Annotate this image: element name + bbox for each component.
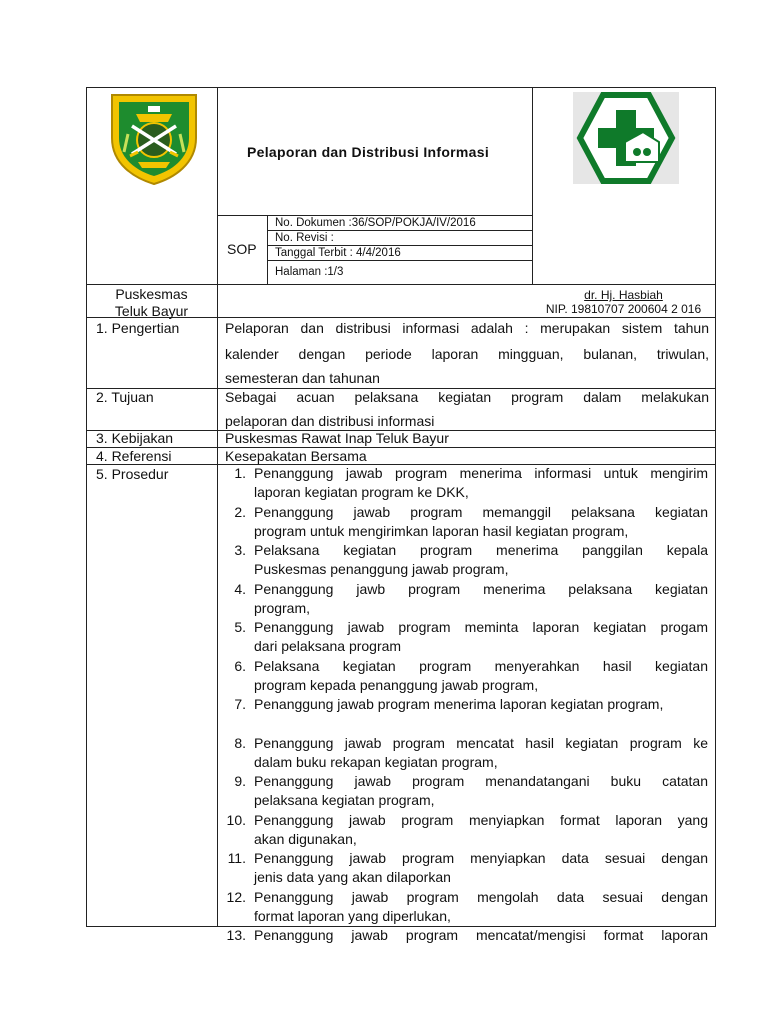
prosedur-step-text: Penanggung jawab program mencatat hasil kegiatan program ke (254, 735, 708, 751)
prosedur-step-number: 2. (234, 504, 246, 520)
prosedur-step-text: Penanggung jawab program menerima laporan kegiatan program, (254, 696, 664, 712)
prosedur-step-text: Penanggung jawab program mencatat/mengisi format laporan (254, 927, 708, 943)
prosedur-step-text: Penanggung jawab program menyiapkan format laporan yang (254, 812, 708, 828)
pengertian-line-3: semesteran dan tahunan (225, 370, 380, 386)
section-label-tujuan: 2. Tujuan (96, 389, 154, 405)
section-label-prosedur: 5. Prosedur (96, 466, 169, 482)
prosedur-step-text: Penanggung jawab program menandatangani buku catatan (254, 773, 708, 789)
doc-row-line-3 (267, 260, 532, 261)
signer-name: dr. Hj. Hasbiah (584, 288, 663, 302)
referensi-text: Kesepakatan Bersama (225, 448, 367, 464)
prosedur-step-text: Penanggung jawab program menyiapkan data sesuai dengan (254, 850, 708, 866)
prosedur-step-text: Penanggung jawab program mengolah data sesuai dengan (254, 889, 708, 905)
prosedur-step-text-continued: dalam buku rekapan kegiatan program, (254, 754, 498, 770)
puskesmas-logo (573, 92, 679, 184)
issue-date: Tanggal Terbit : 4/4/2016 (275, 247, 401, 259)
table-top-border (86, 87, 716, 88)
kebijakan-text: Puskesmas Rawat Inap Teluk Bayur (225, 430, 449, 446)
org-name-line-2: Teluk Bayur (114, 303, 189, 319)
prosedur-step-number: 1. (234, 465, 246, 481)
prosedur-step-number: 11. (227, 850, 246, 866)
prosedur-step-text-continued: akan digunakan, (254, 831, 357, 847)
doc-number: No. Dokumen :36/SOP/POKJA/IV/2016 (275, 217, 476, 229)
label-column-divider (217, 317, 218, 927)
sop-divider (267, 215, 268, 284)
prosedur-step-text-continued: laporan kegiatan program ke DKK, (254, 484, 469, 500)
prosedur-step-text-continued: jenis data yang akan dilaporkan (254, 869, 451, 885)
tujuan-line-2: pelaporan dan distribusi informasi (225, 413, 435, 429)
prosedur-step-text-continued: format laporan yang diperlukan, (254, 908, 451, 924)
prosedur-step-text-continued: program kepada penanggung jawab program, (254, 677, 539, 693)
prosedur-step-number: 12. (226, 889, 246, 905)
prosedur-step-text-continued: pelaksana kegiatan program, (254, 792, 435, 808)
prosedur-step-number: 9. (234, 773, 246, 789)
signer-nip: NIP. 19810707 200604 2 016 (545, 302, 702, 316)
prosedur-step-text-continued: program untuk mengirimkan laporan hasil kegiatan program, (254, 523, 629, 539)
header-divider-left (217, 87, 218, 317)
prosedur-step-text: Penanggung jawb program menerima pelaksana kegiatan (254, 581, 708, 597)
prosedur-step-text-continued: program, (254, 600, 311, 616)
prosedur-step-number: 6. (234, 658, 246, 674)
revision-number: No. Revisi : (275, 232, 334, 244)
section-label-kebijakan: 3. Kebijakan (96, 430, 174, 446)
prosedur-step-text: Penanggung jawab program menerima informasi untuk mengirim (254, 465, 708, 481)
table-left-border (86, 87, 87, 927)
prosedur-step-text: Pelaksana kegiatan program menyerahkan hasil kegiatan (254, 658, 708, 674)
prosedur-step-text-continued: dari pelaksana program (254, 638, 402, 654)
document-title: Pelaporan dan Distribusi Informasi (247, 144, 490, 160)
prosedur-step-number: 3. (234, 542, 246, 558)
sop-label: SOP (227, 241, 257, 257)
prosedur-step-number: 7. (234, 696, 246, 712)
prosedur-step-text: Penanggung jawab program meminta laporan kegiatan progam (254, 619, 708, 635)
org-name-line-1: Puskesmas (115, 286, 188, 302)
tujuan-line-1: Sebagai acuan pelaksana kegiatan program dalam melakukan (225, 389, 709, 405)
header-divider-right (532, 87, 533, 284)
section-label-pengertian: 1. Pengertian (96, 320, 180, 336)
prosedur-step-number: 8. (234, 735, 246, 751)
table-right-border (715, 87, 716, 927)
prosedur-step-number: 10. (226, 812, 246, 828)
prosedur-step-text-continued: Puskesmas penanggung jawab program, (254, 561, 509, 577)
prosedur-step-number: 5. (234, 619, 246, 635)
regional-emblem-logo (108, 92, 200, 186)
pengertian-line-2: kalender dengan periode laporan mingguan, bulanan, triwulan, (225, 346, 709, 362)
page-number: Halaman :1/3 (275, 266, 344, 278)
prosedur-step-number: 4. (234, 581, 246, 597)
prosedur-step-text: Pelaksana kegiatan program menerima panggilan kepala (254, 542, 708, 558)
prosedur-step-number: 13. (226, 927, 246, 943)
section-label-referensi: 4. Referensi (96, 448, 172, 464)
pengertian-line-1: Pelaporan dan distribusi informasi adalah : merupakan sistem tahun (225, 320, 709, 336)
prosedur-step-text: Penanggung jawab program memanggil pelaksana kegiatan (254, 504, 708, 520)
